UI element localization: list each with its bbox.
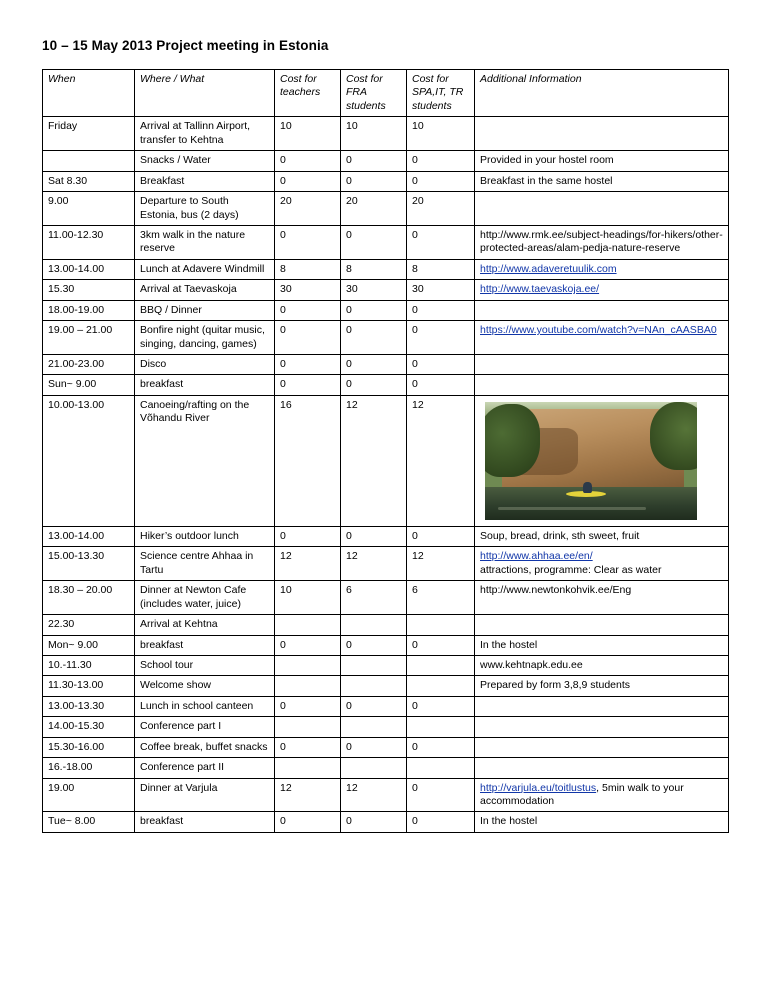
table-row (43, 635, 729, 655)
cell-additional-information (475, 717, 729, 737)
cell-cost-fra: 6 (341, 581, 407, 615)
table-row (43, 655, 729, 675)
cell-cost-spa: 0 (407, 696, 475, 716)
cell-when: Sun~ 9.00 (43, 375, 135, 395)
cell-cost-spa: 12 (407, 547, 475, 581)
cell-cost-fra: 0 (341, 355, 407, 375)
cell-where-what: Arrival at Kehtna (135, 615, 275, 635)
header-cost-teachers: Cost for teachers (275, 70, 341, 117)
cell-cost-teachers: 0 (275, 375, 341, 395)
cell-additional-information (475, 737, 729, 757)
cell-where-what: BBQ / Dinner (135, 300, 275, 320)
cell-cost-fra: 8 (341, 259, 407, 279)
cell-cost-teachers: 30 (275, 280, 341, 300)
cell-where-what: Canoeing/rafting on the Võhandu River (135, 395, 275, 526)
table-row (43, 676, 729, 696)
cell-when: Friday (43, 117, 135, 151)
cell-cost-fra: 12 (341, 395, 407, 526)
cell-when: 15.30-16.00 (43, 737, 135, 757)
cell-where-what: 3km walk in the nature reserve (135, 225, 275, 259)
header-where-what: Where / What (135, 70, 275, 117)
cell-cost-spa: 12 (407, 395, 475, 526)
cell-cost-fra: 10 (341, 117, 407, 151)
cell-when: 11.30-13.00 (43, 676, 135, 696)
cell-cost-spa: 0 (407, 737, 475, 757)
cell-cost-fra: 12 (341, 778, 407, 812)
header-additional-information: Additional Information (475, 70, 729, 117)
info-link[interactable]: http://www.ahhaa.ee/en/ (480, 550, 593, 563)
cell-additional-information (475, 321, 729, 355)
cell-cost-teachers: 0 (275, 355, 341, 375)
cell-when: 13.00-14.00 (43, 259, 135, 279)
cell-additional-information (475, 375, 729, 395)
cell-cost-teachers: 0 (275, 171, 341, 191)
cell-cost-spa (407, 615, 475, 635)
cell-additional-information (475, 259, 729, 279)
cell-when: Sat 8.30 (43, 171, 135, 191)
cell-cost-fra (341, 655, 407, 675)
cell-where-what: Arrival at Tallinn Airport, transfer to Kehtna (135, 117, 275, 151)
cell-additional-information (475, 117, 729, 151)
cell-cost-spa: 0 (407, 778, 475, 812)
cell-cost-fra: 30 (341, 280, 407, 300)
cell-where-what: breakfast (135, 812, 275, 832)
info-extra-text: attractions, programme: Clear as water (480, 563, 662, 576)
cell-cost-fra (341, 758, 407, 778)
cell-where-what: Breakfast (135, 171, 275, 191)
cell-cost-fra: 12 (341, 547, 407, 581)
cell-additional-information (475, 696, 729, 716)
cell-cost-fra: 0 (341, 375, 407, 395)
cell-cost-fra: 0 (341, 737, 407, 757)
cell-cost-spa: 0 (407, 635, 475, 655)
cell-cost-fra: 0 (341, 321, 407, 355)
cell-cost-fra: 0 (341, 635, 407, 655)
table-row (43, 117, 729, 151)
cell-additional-information: www.kehtnapk.edu.ee (475, 655, 729, 675)
table-row (43, 547, 729, 581)
cell-where-what: breakfast (135, 375, 275, 395)
cell-when: 16.-18.00 (43, 758, 135, 778)
table-header (43, 70, 729, 117)
table-row (43, 581, 729, 615)
cell-cost-teachers: 16 (275, 395, 341, 526)
header-cost-spa-it-tr: Cost for SPA,IT, TR students (407, 70, 475, 117)
info-link[interactable]: http://www.taevaskoja.ee/ (480, 283, 600, 296)
cell-cost-spa: 0 (407, 355, 475, 375)
cell-where-what: Arrival at Taevaskoja (135, 280, 275, 300)
cell-when (43, 151, 135, 171)
cell-additional-information (475, 547, 729, 581)
cell-cost-fra: 20 (341, 192, 407, 226)
cell-cost-fra (341, 676, 407, 696)
info-link[interactable]: http://www.adaveretuulik.com (480, 262, 617, 275)
cell-cost-fra: 0 (341, 225, 407, 259)
cell-additional-information (475, 300, 729, 320)
cell-where-what: School tour (135, 655, 275, 675)
table-row (43, 280, 729, 300)
cell-where-what: breakfast (135, 635, 275, 655)
cell-when: 22.30 (43, 615, 135, 635)
cell-cost-teachers (275, 758, 341, 778)
cell-cost-spa: 0 (407, 812, 475, 832)
cell-when: 19.00 (43, 778, 135, 812)
cell-where-what: Bonfire night (quitar music, singing, dancing, games) (135, 321, 275, 355)
cell-where-what: Conference part II (135, 758, 275, 778)
cell-additional-information (475, 395, 729, 526)
cell-additional-information (475, 192, 729, 226)
cell-where-what: Lunch at Adavere Windmill (135, 259, 275, 279)
cell-cost-fra (341, 717, 407, 737)
info-link[interactable]: https://www.youtube.com/watch?v=NAn_cAASBA0 (480, 324, 717, 337)
cell-additional-information: Breakfast in the same hostel (475, 171, 729, 191)
cell-cost-teachers (275, 615, 341, 635)
cell-cost-fra: 0 (341, 151, 407, 171)
cell-when: 18.30 – 20.00 (43, 581, 135, 615)
cell-cost-spa (407, 676, 475, 696)
cell-cost-teachers: 12 (275, 778, 341, 812)
header-row (43, 70, 729, 117)
cell-where-what: Hiker’s outdoor lunch (135, 526, 275, 546)
cell-additional-information: Provided in your hostel room (475, 151, 729, 171)
cell-additional-information: In the hostel (475, 635, 729, 655)
cell-cost-teachers (275, 655, 341, 675)
cell-where-what: Science centre Ahhaa in Tartu (135, 547, 275, 581)
canoeing-river-photo (485, 402, 697, 520)
cell-cost-fra: 0 (341, 812, 407, 832)
cell-cost-fra: 0 (341, 300, 407, 320)
cell-cost-spa: 10 (407, 117, 475, 151)
cell-when: 21.00-23.00 (43, 355, 135, 375)
page-title: 10 – 15 May 2013 Project meeting in Estonia (42, 38, 329, 53)
cell-where-what: Coffee break, buffet snacks (135, 737, 275, 757)
cell-cost-fra: 0 (341, 526, 407, 546)
cell-cost-spa (407, 717, 475, 737)
cell-additional-information: http://www.newtonkohvik.ee/Eng (475, 581, 729, 615)
cell-cost-spa: 6 (407, 581, 475, 615)
cell-when: 14.00-15.30 (43, 717, 135, 737)
cell-cost-spa: 0 (407, 300, 475, 320)
table-row (43, 300, 729, 320)
header-cost-fra: Cost for FRA students (341, 70, 407, 117)
cell-where-what: Welcome show (135, 676, 275, 696)
cell-cost-spa (407, 655, 475, 675)
cell-cost-teachers: 0 (275, 812, 341, 832)
cell-where-what: Dinner at Newton Cafe (includes water, juice) (135, 581, 275, 615)
cell-when: 13.00-13.30 (43, 696, 135, 716)
table-row (43, 225, 729, 259)
cell-when: 18.00-19.00 (43, 300, 135, 320)
info-extra-text: , 5min walk to your accommodation (480, 781, 684, 807)
cell-when: 15.00-13.30 (43, 547, 135, 581)
table-row (43, 395, 729, 526)
table-row (43, 696, 729, 716)
cell-additional-information (475, 355, 729, 375)
cell-cost-spa: 8 (407, 259, 475, 279)
cell-cost-teachers: 0 (275, 526, 341, 546)
table-row (43, 526, 729, 546)
cell-cost-teachers (275, 717, 341, 737)
cell-additional-information (475, 778, 729, 812)
schedule-table (42, 69, 729, 833)
table-row (43, 151, 729, 171)
table-row (43, 171, 729, 191)
cell-when: 19.00 – 21.00 (43, 321, 135, 355)
table-body (43, 117, 729, 833)
cell-where-what: Snacks / Water (135, 151, 275, 171)
cell-additional-information: In the hostel (475, 812, 729, 832)
table-row (43, 812, 729, 832)
cell-additional-information (475, 280, 729, 300)
cell-when: 13.00-14.00 (43, 526, 135, 546)
table-row (43, 259, 729, 279)
cell-cost-teachers: 0 (275, 300, 341, 320)
cell-when: 9.00 (43, 192, 135, 226)
table-row (43, 717, 729, 737)
cell-cost-spa (407, 758, 475, 778)
cell-when: Tue~ 8.00 (43, 812, 135, 832)
cell-cost-teachers: 0 (275, 737, 341, 757)
cell-where-what: Conference part I (135, 717, 275, 737)
cell-cost-spa: 0 (407, 375, 475, 395)
cell-cost-spa: 0 (407, 151, 475, 171)
cell-cost-teachers: 8 (275, 259, 341, 279)
table-row (43, 375, 729, 395)
cell-when: 15.30 (43, 280, 135, 300)
cell-where-what: Disco (135, 355, 275, 375)
cell-cost-teachers: 10 (275, 117, 341, 151)
photo-container (480, 399, 723, 523)
cell-when: 10.00-13.00 (43, 395, 135, 526)
cell-cost-teachers: 10 (275, 581, 341, 615)
cell-when: 11.00-12.30 (43, 225, 135, 259)
cell-when: 10.-11.30 (43, 655, 135, 675)
cell-cost-spa: 0 (407, 321, 475, 355)
table-row (43, 321, 729, 355)
cell-additional-information (475, 615, 729, 635)
cell-cost-spa: 0 (407, 171, 475, 191)
cell-cost-spa: 0 (407, 225, 475, 259)
cell-cost-spa: 30 (407, 280, 475, 300)
cell-cost-spa: 0 (407, 526, 475, 546)
cell-additional-information: http://www.rmk.ee/subject-headings/for-hikers/other-protected-areas/alam-pedja-nature-reserve (475, 225, 729, 259)
table-row (43, 737, 729, 757)
cell-where-what: Dinner at Varjula (135, 778, 275, 812)
cell-where-what: Departure to South Estonia, bus (2 days) (135, 192, 275, 226)
cell-additional-information: Prepared by form 3,8,9 students (475, 676, 729, 696)
cell-cost-spa: 20 (407, 192, 475, 226)
cell-additional-information (475, 758, 729, 778)
cell-cost-teachers: 0 (275, 635, 341, 655)
cell-cost-teachers: 0 (275, 151, 341, 171)
cell-when: Mon~ 9.00 (43, 635, 135, 655)
table-row (43, 192, 729, 226)
cell-cost-teachers: 12 (275, 547, 341, 581)
header-when: When (43, 70, 135, 117)
cell-cost-fra: 0 (341, 696, 407, 716)
cell-cost-teachers: 20 (275, 192, 341, 226)
cell-cost-teachers (275, 676, 341, 696)
table-row (43, 615, 729, 635)
cell-where-what: Lunch in school canteen (135, 696, 275, 716)
cell-cost-fra (341, 615, 407, 635)
table-row (43, 355, 729, 375)
cell-cost-teachers: 0 (275, 696, 341, 716)
cell-cost-teachers: 0 (275, 225, 341, 259)
cell-cost-teachers: 0 (275, 321, 341, 355)
table-row (43, 778, 729, 812)
cell-cost-fra: 0 (341, 171, 407, 191)
table-row (43, 758, 729, 778)
info-link[interactable]: http://varjula.eu/toitlustus (480, 781, 597, 794)
cell-additional-information: Soup, bread, drink, sth sweet, fruit (475, 526, 729, 546)
